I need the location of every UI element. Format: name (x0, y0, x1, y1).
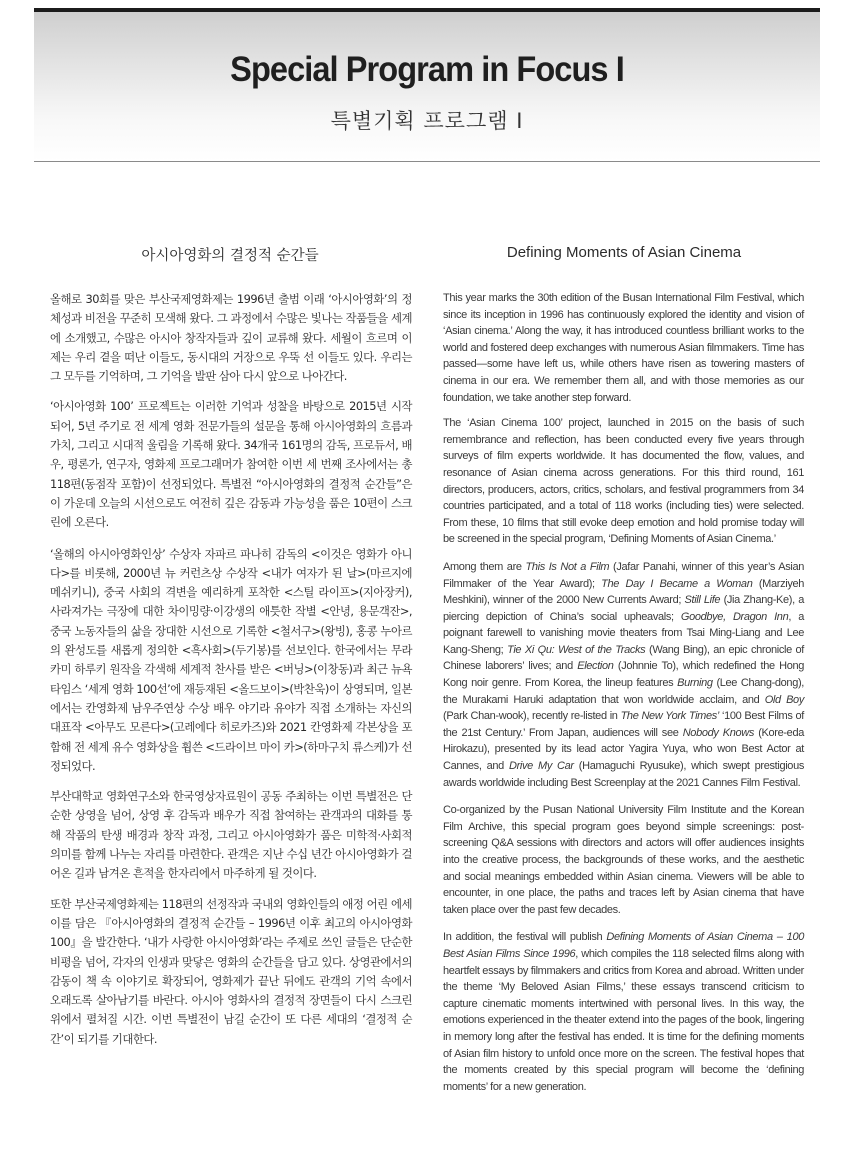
film-title: Burning (677, 677, 713, 690)
korean-paragraph: 올해로 30회를 맞은 부산국제영화제는 1996년 출범 이래 ‘아시아영화’의 정체성과 비전을 꾸준히 모색해 왔다. 그 과정에서 수많은 빛나는 작품들을 세계에 소개했고, 수많은 아시아 창작자들과 깊이 교류해 왔다. 세월이 흐르며 이제는 우리 곁을 떠난 이들도, 동시대의 거장으로 우뚝 선 이들도 있다. 우리는 그 모두를 기억하며, 그 기억을 발판 삼아 다시 앞으로 나아간다. (50, 292, 412, 384)
page-subtitle-korean: 특별기획 프로그램 Ⅰ (330, 109, 524, 133)
english-paragraph: The ‘Asian Cinema 100’ project, launched in 2015 on the basis of such remembrance and reflection, has been conducted every five years through surveys of film experts worldwide. It has documented the flow, values, and resonance of Asian cinema across generations. For this third round, 161 directors, producers, actors, critics, scholars, and festival programmers from 34 countries participated, and a total of 118 works (including ties) were selected. From these, 10 films that still evoke deep emotion and hold promise today will be screened in the special program, ‘Defining Moments of Asian Cinema.’ (443, 417, 804, 546)
film-title: Election (577, 660, 614, 673)
body-text: , which compiles the 118 selected films along with heartfelt essays by filmmakers and critics from Korea and abroad. Written under the theme ‘My Beloved Asian Films,’ these essays transcend criticism to capture cinematic moments intertwined with personal lives. In this way, the emotions experienced in the theater extend into the pages of the book, lingering in memory long after the festival has ended. It is time for the defining moments of Asian film history to unfold once more on the screen. The festival hopes that the moments created by this special program will become the ‘defining moments’ for a new generation. (443, 947, 804, 1093)
film-title: Tie Xi Qu: West of the Tracks (507, 643, 646, 656)
film-title: The Day I Became a Woman (601, 577, 753, 590)
film-title: This Is Not a Film (525, 560, 610, 573)
film-title: Goodbye, Dragon Inn (680, 610, 789, 623)
film-title: Old Boy (764, 693, 804, 706)
english-paragraph: This year marks the 30th edition of the Busan International Film Festival, which since its inception in 1996 has continuously explored the identity and vision of ‘Asian cinema.’ Along the way, it has introduced countless brilliant works to the world and fostered deep exchanges with numerous Asian filmmakers. Time has passed—some have left us, while others have risen as towering masters of cinema in our era. We remember them all, and with those memories as our foundation, we take another step forward. (443, 292, 804, 404)
film-title: Nobody Knows (682, 726, 754, 739)
english-column (443, 290, 804, 1106)
english-paragraph: Co-organized by the Pusan National University Film Institute and the Korean Film Archive, this special program goes beyond simple screenings: post-screening Q&A sessions with directors and actors will offer audiences insights into the creative process, the backgrounds of these works, and the aesthetic and social meanings embedded within Asian cinema. Viewers will be able to encounter, in one place, the paths and traces left by Asian cinema that have taken place over the past few decades. (443, 804, 804, 916)
body-text: Among them are (443, 560, 526, 573)
page-header (34, 8, 820, 162)
film-title: Drive My Car (509, 760, 574, 773)
korean-paragraph: ‘올해의 아시아영화인상’ 수상자 자파르 파나히 감독의 <이것은 영화가 아니다>를 비롯해, 2000년 뉴 커런츠상 수상작 <내가 여자가 된 날>(마르지에 메쉬키니), 중국 사회의 격변을 예리하게 포착한 <스틸 라이프>(지아장커), 사라져가는 극장에 대한 차이밍량·이강생의 애틋한 작별 <안녕, 용문객잔>, 중국 노동자들의 삶을 장대한 시선으로 기록한 <철서구>(왕빙), 홍콩 누아르의 완성도를 새롭게 정의한 <흑사회>(두기봉)를 선보인다. 한국에서는 무라카미 하루키 원작을 각색해 세계적 찬사를 받은 <버닝>(이창동)과 최근 뉴욕타임스 ‘세계 영화 100선’에 재등재된 <올드보이>(박찬욱)이 상영되며, 일본에서는 칸영화제 남우주연상 수상 배우 야기라 유야가 직접 소개하는 자신의 대표작 <아무도 모른다>(고레에다 히로카즈)와 2021 칸영화제 각본상을 포함해 전 세계 유수 영화상을 휩쓴 <드라이브 마이 카>(하마구치 류스케)가 선정되었다. (50, 546, 412, 773)
body-text: (Wang Bing), an epic chronicle of Chinese laborers’ lives; and (443, 643, 805, 673)
korean-paragraph: 부산대학교 영화연구소와 한국영상자료원이 공동 주최하는 이번 특별전은 단순한 상영을 넘어, 상영 후 감독과 배우가 직접 참여하는 관객과의 대화를 통해 작품의 탄생 배경과 창작 과정, 그리고 아시아영화가 품은 미학적·사회적 의미를 함께 나누는 자리를 마련한다. 관객은 지난 수십 년간 아시아영화가 걸어온 길과 남겨온 흔적을 한자리에서 마주하게 될 것이다. (50, 789, 412, 881)
film-title: Still Life (684, 594, 721, 607)
korean-paragraph: ‘아시아영화 100’ 프로젝트는 이러한 기억과 성찰을 바탕으로 2015년 시작되어, 5년 주기로 전 세계 영화 전문가들의 설문을 통해 아시아영화의 흐름과 가치, 그리고 시대적 울림을 기록해 왔다. 34개국 161명의 감독, 프로듀서, 배우, 평론가, 연구자, 영화제 프로그래머가 참여한 이번 세 번째 조사에서는 총 118편(동점작 포함)이 선정되었다. 특별전 “아시아영화의 결정적 순간들”은 이 가운데 오늘의 시선으로도 여전히 깊은 감동과 가능성을 품은 10편이 스크린에 오른다. (50, 399, 412, 530)
english-paragraph (443, 929, 804, 1095)
body-text: (Kore-eda Hirokazu), presented by its lead actor Yagira Yuya, who won Best Actor at Cannes, and (443, 726, 804, 773)
body-text: (Johnnie To), which redefined the Hong Kong noir genre. From Korea, the lineup features (443, 660, 805, 690)
book-title: Defining Moments of Asian Cinema – 100 Best Asian Films Since 1996 (443, 931, 804, 960)
body-text: ‘100 Best Films of the 21st Century.’ From Japan, audiences will see (443, 710, 804, 739)
body-text: In addition, the festival will publish (443, 931, 607, 944)
body-text: (Jia Zhang-Ke), a piercing depiction of China’s social upheavals; (443, 594, 804, 623)
body-text: (Park Chan-wook), recently re-listed in (443, 710, 621, 723)
korean-column (50, 290, 412, 1060)
body-text: , a poignant farewell to vanishing movie theaters from Tsai Ming-Liang and Lee Kang-Sheng; (443, 610, 804, 656)
english-paragraph (443, 559, 804, 791)
body-text: (Lee Chang-dong), the Murakami Haruki adaptation that won worldwide acclaim, and (443, 677, 804, 706)
publication-title: The New York Times’ (620, 710, 720, 723)
body-text: (Jafar Panahi, winner of this year’s Asian Filmmaker of the Year Award); (443, 560, 804, 590)
korean-section-heading: 아시아영화의 결정적 순간들 (141, 248, 319, 264)
english-section-heading: Defining Moments of Asian Cinema (506, 244, 742, 261)
korean-paragraph: 또한 부산국제영화제는 118편의 선정작과 국내외 영화인들의 애정 어린 에세이를 담은 『아시아영화의 결정적 순간들 – 1996년 이후 최고의 아시아영화 100』을 발간한다. ‘내가 사랑한 아시아영화’라는 주제로 쓰인 글들은 단순한 비평을 넘어, 각자의 인생과 맞닿은 영화의 순간들을 담고 있다. 상영관에서의 감동이 책 속 이야기로 확장되어, 영화제가 끝난 뒤에도 관객의 기억 속에서 오래도록 살아남기를 바란다. 아시아 영화사의 결정적 장면들이 다시 스크린 위에서 펼쳐질 시간. 이번 특별전이 남길 순간이 또 다른 세대의 ‘결정적 순간’이 되기를 기대한다. (50, 896, 412, 1046)
body-text: (Marziyeh Meshkini), winner of the 2000 New Currents Award; (443, 577, 805, 607)
page-title: Special Program in Focus I (230, 50, 624, 89)
body-text: (Hamaguchi Ryusuke), which swept prestigious awards worldwide including Best Screenplay at the 2021 Cannes Film Festival. (443, 760, 804, 789)
